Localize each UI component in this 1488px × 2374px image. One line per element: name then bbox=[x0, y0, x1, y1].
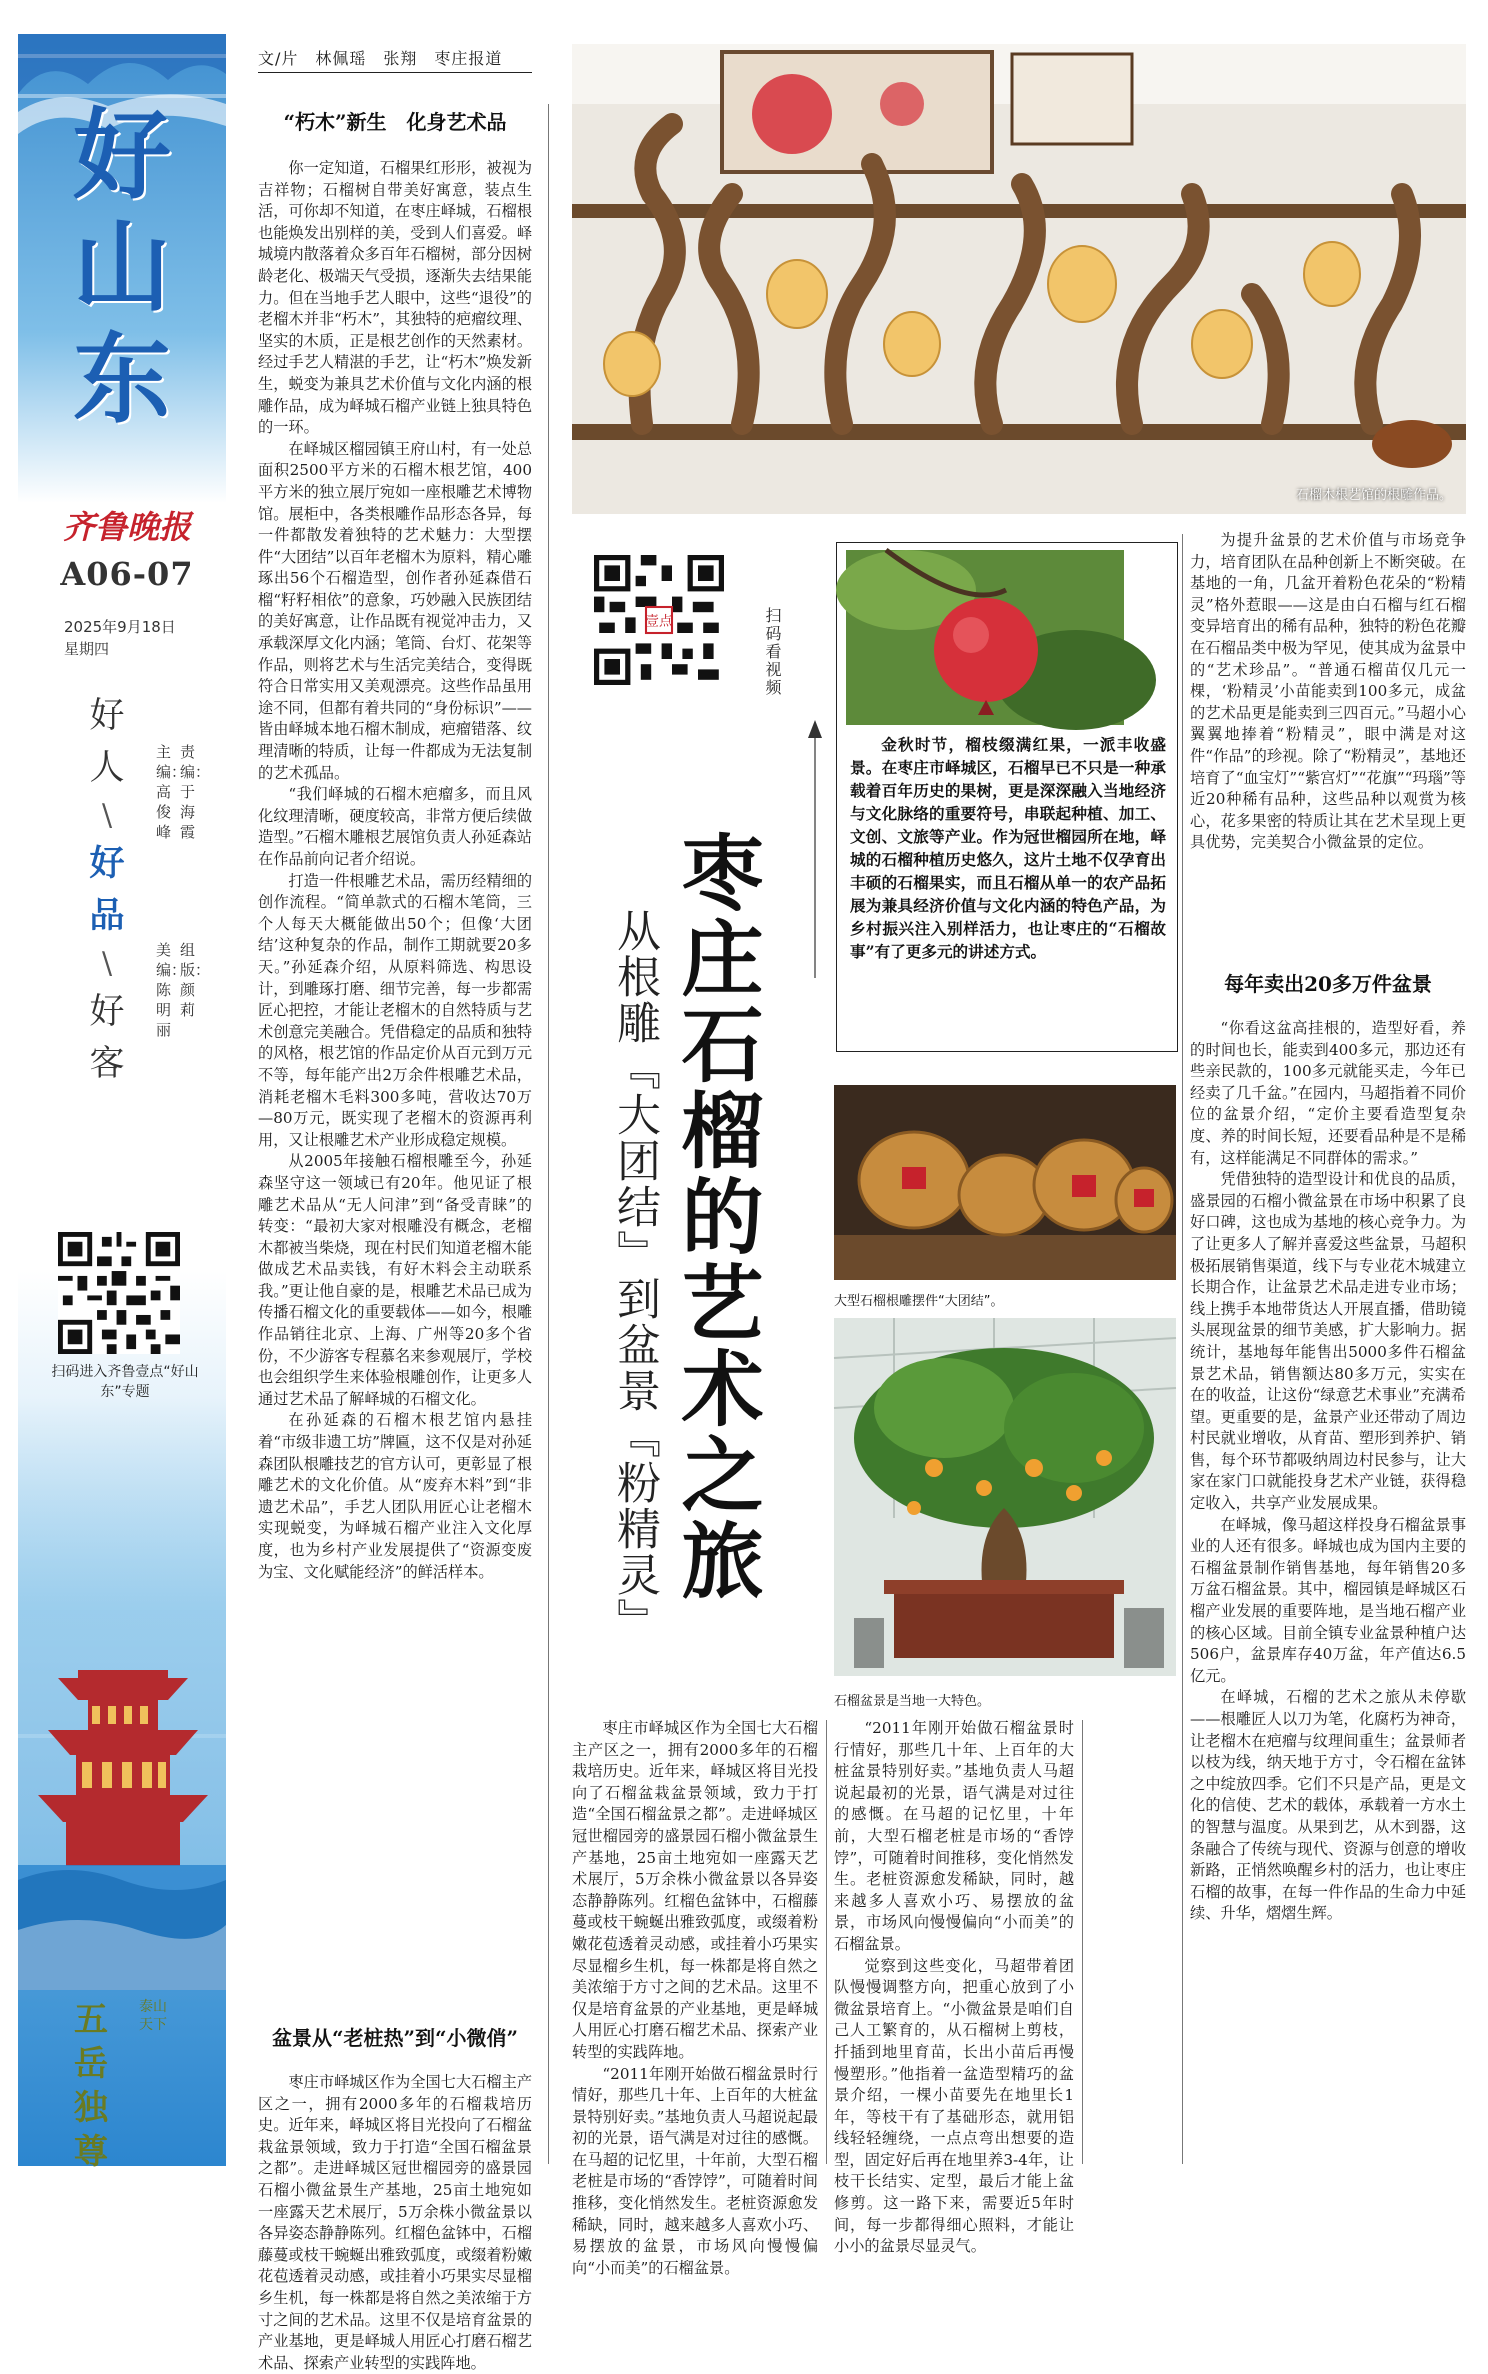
issue-date bbox=[64, 616, 204, 660]
paragraph: 为提升盆景的艺术价值与市场竞争力，培育团队在品种创新上不断突破。在基地的一角，几盆开着粉色花朵的“粉精灵”格外惹眼——这是由白石榴与红石榴变异培育出的稀有品种，独特的粉色花瓣在石榴品类中极为罕见，使其成为盆景中的“艺术珍品”。“普通石榴苗仅几元一棵，‘粉精灵’小苗能卖到100多元，成盆的艺术品更是能卖到三四百元。”马超小心翼翼地捧着“粉精灵”，眼中满是对这件“作品”的珍视。除了“粉精灵”，基地还培育了“血宝灯”“紫宫灯”“花旗”“玛瑙”等近20种稀有品种，这些品种以观赏为核心，花多果密的特质让其在艺术呈现上更具优势，完美契合小微盆景的定位。 bbox=[1190, 531, 1466, 852]
paragraph: “你看这盆高挂根的，造型好看，养的时间也长，能卖到400多元，那边还有些亲民款的，100多元就能买走，今年已经卖了几千盆。”在园内，马超指着不同价位的盆景介绍，“定价主要看造型复杂度、养的时间长短，还要看品种是不是稀有，这样能满足不同群体的需求。” bbox=[1190, 1019, 1466, 1167]
qr-code-icon[interactable] bbox=[594, 555, 724, 685]
section-tagline bbox=[82, 690, 132, 1090]
column-divider bbox=[826, 1720, 827, 2164]
bonsai-caption: 石榴盆景是当地一大特色。 bbox=[834, 1694, 991, 1709]
paragraph: 凭借独特的造型设计和优良的品质，盛景园的石榴小微盆景在市场中积累了良好口碑，这也成为基地的核心竞争力。为了让更多人了解并喜爱这些盆景，马超积极拓展销售渠道，线下与专业花木城建立长期合作，让盆景艺术品走进专业市场；线上携手本地带货达人开展直播，借助镜头展现盆景的细节美感，扩大影响力。据统计，基地每年能售出5000多件石榴盆景艺术品，销售额达80多万元，实实在在的收益，让这份“绿意艺术事业”充满希望。更重要的是，盆景产业还带动了周边村民就业增收，从育苗、塑形到养护、销售，每个环节都吸纳周边村民参与，让大家在家门口就能投身艺术产业链，获得稳定收入，共享产业发展成果。 bbox=[1190, 1170, 1466, 1513]
section-char: 好 bbox=[89, 696, 125, 736]
arrow-up-icon bbox=[805, 720, 825, 980]
pomegranate-photo bbox=[846, 550, 1124, 725]
root-carving-photo bbox=[572, 44, 1466, 514]
paragraph: 在孙延森的石榴木根艺馆内悬挂着“市级非遗工坊”牌匾，这不仅是对孙延森团队根雕技艺的官方认可，更彰显了根雕艺术的文化价值。从“废弃木料”到“非遗艺术品”，手艺人团队用匠心让老榴木实现蜕变，为峄城石榴产业注入文化厚度，也为乡村产业发展提供了“资源变废为宝、文化赋能经济”的鲜活样本。 bbox=[258, 1411, 532, 1581]
section-heading: 每年卖出20多万件盆景 bbox=[1224, 972, 1432, 996]
column-divider bbox=[1082, 1720, 1083, 2164]
paragraph: 你一定知道，石榴果红形形，被视为吉祥物；石榴树自带美好寓意，装点生活，可你却不知道，在枣庄峄城，石榴根也能焕发出别样的美，受到人们喜爱。峄城境内散落着众多百年石榴树，部分因树龄老化、极端天气受损，逐渐失去结果能力。但在当地手艺人眼中，这些“退役”的老榴木并非“朽木”，其独特的疤瘤纹理、坚实的木质，正是根艺创作的天然素材。经过手艺人精湛的手艺，让“朽木”焕发新生，蜕变为兼具艺术价值与文化内涵的根雕作品，成为峄城石榴产业链上独具特色的一环。 bbox=[258, 159, 532, 437]
credit-art-editor: 美编：陈明丽 bbox=[156, 941, 187, 1039]
paragraph: 在峄城，石榴的艺术之旅从未停歇——根雕匠人以刀为笔，化腐朽为神奇，让老榴木在疤瘤与纹理间重生；盆景师者以枝为线，纳天地于方寸，令石榴在盆钵之中绽放四季。它们不只是产品，更是文化的信使、艺术的载体，承载着一方水土的智慧与温度。从果到艺，从木到器，这条融合了传统与现代、资源与创意的增收新路，正悄然唤醒乡村的活力，也让枣庄石榴的故事，在每一件作品的生命力中延续、升华，熠熠生辉。 bbox=[1190, 1688, 1466, 1923]
section-char: 品 bbox=[89, 895, 125, 936]
article-column-1-tail bbox=[258, 2072, 532, 2372]
credit-editor: 主编：高俊峰 bbox=[156, 743, 187, 841]
paragraph: 枣庄市峄城区作为全国七大石榴主产区之一，拥有2000多年的石榴栽培历史。近年来，峄城区将目光投向了石榴盆栽盆景领域，致力于打造“全国石榴盆景之都”。走进峄城区冠世榴园旁的盛景园石榴小微盆景生产基地，25亩土地宛如一座露天艺术展厅，5万余株小微盆景以各异姿态静静陈列。红榴色盆钵中，石榴藤蔓或枝干蜿蜒出雅致弧度，或缀着粉嫩花苞透着灵动感，或挂着小巧果实尽显榴乡生机，每一株都是将自然之美浓缩于方寸之间的艺术品。这里不仅是培育盆景的产业基地，更是峄城人用匠心打磨石榴艺术品、探索产业转型的实践阵地。 bbox=[572, 1719, 818, 2061]
section-char: 好 bbox=[89, 843, 125, 884]
paragraph: “2011年刚开始做石榴盆景时行情好，那些几十年、上百年的大桩盆景特别好卖。”基地负责人马超说起最初的光景，语气满是对过往的感慨。在马超的记忆里，十年前，大型石榴老桩是市场的“香饽饽”，可随着时间推移，变化悄然发生。老桩资源愈发稀缺，同时，越来越多人喜欢小巧、易摆放的盆景，市场风向慢慢偏向“小而美”的石榴盆景。 bbox=[572, 2064, 818, 2277]
page-number: A06-07 bbox=[60, 555, 194, 593]
byline-rule bbox=[258, 72, 532, 73]
byline: 文/片 林佩瑶 张翔 枣庄报道 bbox=[258, 49, 503, 68]
svg-text:壹点: 壹点 bbox=[645, 613, 673, 630]
carving-photo bbox=[834, 1085, 1176, 1280]
section-separator: \ bbox=[101, 946, 113, 981]
article-column-4 bbox=[1190, 530, 1466, 954]
paragraph: 觉察到这些变化，马超带着团队慢慢调整方向，把重心放到了小微盆景培育上。“小微盆景是咱们自己人工繁育的，从石榴树上剪枝，扦插到地里育苗，长出小苗后再慢慢塑形。”他指着一盆造型精巧的盆景介绍，一棵小苗要先在地里长1年，等枝干有了基础形态，就用铝线轻轻缠绕，一点点弯出想要的造型，固定好后再在地里养3-4年，让枝干长结实、定型，最后才能上盆修剪。这一路下来，需要近5年时间，每一步都得细心照料，才能让小小的盆景尽显灵气。 bbox=[834, 1956, 1074, 2256]
pagoda-illustration bbox=[18, 1410, 226, 1990]
section-separator: \ bbox=[101, 798, 113, 833]
credit-responsible-editor: 责编：于海霞 bbox=[180, 743, 211, 841]
article-column-3 bbox=[834, 1718, 1074, 2256]
section-char: 好 bbox=[89, 992, 125, 1032]
paragraph: 打造一件根雕艺术品，需历经精细的创作流程。“简单款式的石榴木笔筒，三个人每天大概能做出50个；但像‘大团结’这种复杂的作品，制作工期就要20多天。”孙延森介绍，从原料筛选、构思设计，到雕琢打磨、细节完善，每一步都需匠心把控，才能让老榴木的自然特质与艺术创意完美融合。凭借稳定的品质和独特的风格，根艺馆的作品定价从百元到万元不等，每年能产出2万余件根雕艺术品，消耗老榴木毛料300多吨，营收达70万—80万元，既实现了老榴木的资源再利用，又让根雕艺术产业形成稳定规模。 bbox=[258, 871, 532, 1149]
strip-bottom-seal: 泰山天下 bbox=[139, 1999, 167, 2033]
date: 2025年9月18日 bbox=[64, 618, 176, 636]
column-divider bbox=[548, 104, 549, 2164]
masthead-title: 好山东 bbox=[72, 98, 171, 437]
bonsai-photo bbox=[834, 1318, 1176, 1676]
intro-text bbox=[850, 733, 1166, 963]
main-headline: 枣庄石榴的艺术之旅 bbox=[668, 830, 764, 1604]
strip-bottom-calligraphy: 五岳独尊 bbox=[74, 2000, 108, 2172]
article-column-4-lower bbox=[1190, 1018, 1466, 2168]
paragraph: “2011年刚开始做石榴盆景时行情好，那些几十年、上百年的大桩盆景特别好卖。”基地负责人马超说起最初的光景，语气满是对过往的感慨。在马超的记忆里，十年前，大型石榴老桩是市场的“香饽饽”，可随着时间推移，变化悄然发生。老桩资源愈发稀缺，同时，越来越多人喜欢小巧、易摆放的盆景，市场风向慢慢偏向“小而美”的石榴盆景。 bbox=[834, 1719, 1074, 1953]
section-char: 客 bbox=[89, 1044, 125, 1084]
column-divider bbox=[1182, 534, 1183, 2164]
paragraph: 从2005年接触石榴根雕至今，孙延森坚守这一领域已有20年。他见证了根雕艺术品从“无人问津”到“备受青睐”的转变：“最初大家对根雕没有概念，老榴木都被当柴烧，现在村民们知道老榴木能做成艺术品卖钱，有好木料会主动联系我。”更让他自豪的是，根雕艺术品已成为传播石榴文化的重要载体——如今，根雕作品销往北京、上海、广州等20多个省份，不少游客专程慕名来参观展厅，学校也会组织学生来体验根雕创作，让更多人通过艺术品了解峄城的石榴文化。 bbox=[258, 1152, 532, 1408]
article-column-1 bbox=[258, 158, 532, 2008]
sub-headline: 从根雕『大团结』到盆景『粉精灵』 bbox=[609, 908, 660, 1644]
section-heading: “朽木”新生 化身艺术品 bbox=[283, 110, 507, 134]
paragraph: 在峄城，像马超这样投身石榴盆景事业的人还有很多。峄城也成为国内主要的石榴盆景制作销售基地，每年销售20多万盆石榴盆景。其中，榴园镇是峄城区石榴产业发展的重要阵地，是当地石榴产业的核心区域。目前全镇专业盆景种植户达506户，盆景库存40万盆，年产值达6.5亿元。 bbox=[1190, 1515, 1466, 1685]
qr-caption: 扫码进入齐鲁壹点“好山东”专题 bbox=[51, 1364, 199, 1400]
hero-caption: 石榴木根艺馆的根雕作品。 bbox=[1295, 488, 1452, 503]
section-char: 人 bbox=[89, 748, 125, 788]
paragraph: “我们峄城的石榴木疤瘤多，而且风化纹理清晰，硬度较高，非常方便后续做造型。”石榴木雕根艺展馆负责人孙延森站在作品前向记者介绍说。 bbox=[258, 785, 532, 868]
weekday: 星期四 bbox=[64, 640, 110, 658]
qr-video-label: 扫码看视频 bbox=[763, 607, 782, 697]
article-column-2 bbox=[572, 1718, 818, 2277]
section-heading: 盆景从“老桩热”到“小微俏” bbox=[271, 2026, 518, 2050]
paragraph: 在峄城区榴园镇王府山村，有一处总面积2500平方米的石榴木根艺馆，400平方米的独立展厅宛如一座根雕艺术博物馆。展柜中，各类根雕作品形态各异，每一件都散发着独特的艺术魅力：大型摆件“大团结”以百年老榴木为原料，精心雕琢出56个石榴造型，创作者孙延森借石榴“籽籽相依”的意象，巧妙融入民族团结的美好寓意，让作品既有视觉冲击力，又承载深厚文化内涵；笔筒、台灯、花架等作品，则将艺术与生活完美结合，变得既符合日常实用又美观漂亮。这些作品虽用途不同，但都有着共同的“身份标识”——皆由峄城本地石榴木制成，疤瘤错落、纹理清晰的特质，让每一件都成为无法复制的艺术孤品。 bbox=[258, 439, 532, 782]
carving-caption: 大型石榴根雕摆件“大团结”。 bbox=[834, 1294, 1004, 1309]
newspaper-logo: 齐鲁晚报 bbox=[62, 508, 191, 546]
credit-layout: 组版：颜莉 bbox=[180, 941, 211, 1019]
qr-code-icon[interactable] bbox=[58, 1232, 180, 1354]
paragraph: 枣庄市峄城区作为全国七大石榴主产区之一，拥有2000多年的石榴栽培历史。近年来，峄城区将目光投向了石榴盆栽盆景领域，致力于打造“全国石榴盆景之都”。走进峄城区冠世榴园旁的盛景园石榴小微盆景生产基地，25亩土地宛如一座露天艺术展厅，5万余株小微盆景以各异姿态静静陈列。红榴色盆钵中，石榴藤蔓或枝干蜿蜒出雅致弧度，或缀着粉嫩花苞透着灵动感，或挂着小巧果实尽显榴乡生机，每一株都是将自然之美浓缩于方寸之间的艺术品。这里不仅是培育盆景的产业基地，更是峄城人用匠心打磨石榴艺术品、探索产业转型的实践阵地。 bbox=[258, 2073, 532, 2372]
intro-paragraph: 金秋时节，榴枝缀满红果，一派丰收盛景。在枣庄市峄城区，石榴早已不只是一种承载着百年历史的果树，更是深深融入当地经济与文化脉络的重要符号，串联起种植、加工、文创、文旅等产业。作为冠世榴园所在地，峄城的石榴种植历史悠久，这片土地不仅孕育出丰硕的石榴果实，而且石榴从单一的农产品拓展为兼具经济价值与文化内涵的特色产品，为乡村振兴注入别样活力，也让枣庄的“石榴故事”有了更多元的讲述方式。 bbox=[850, 735, 1166, 961]
